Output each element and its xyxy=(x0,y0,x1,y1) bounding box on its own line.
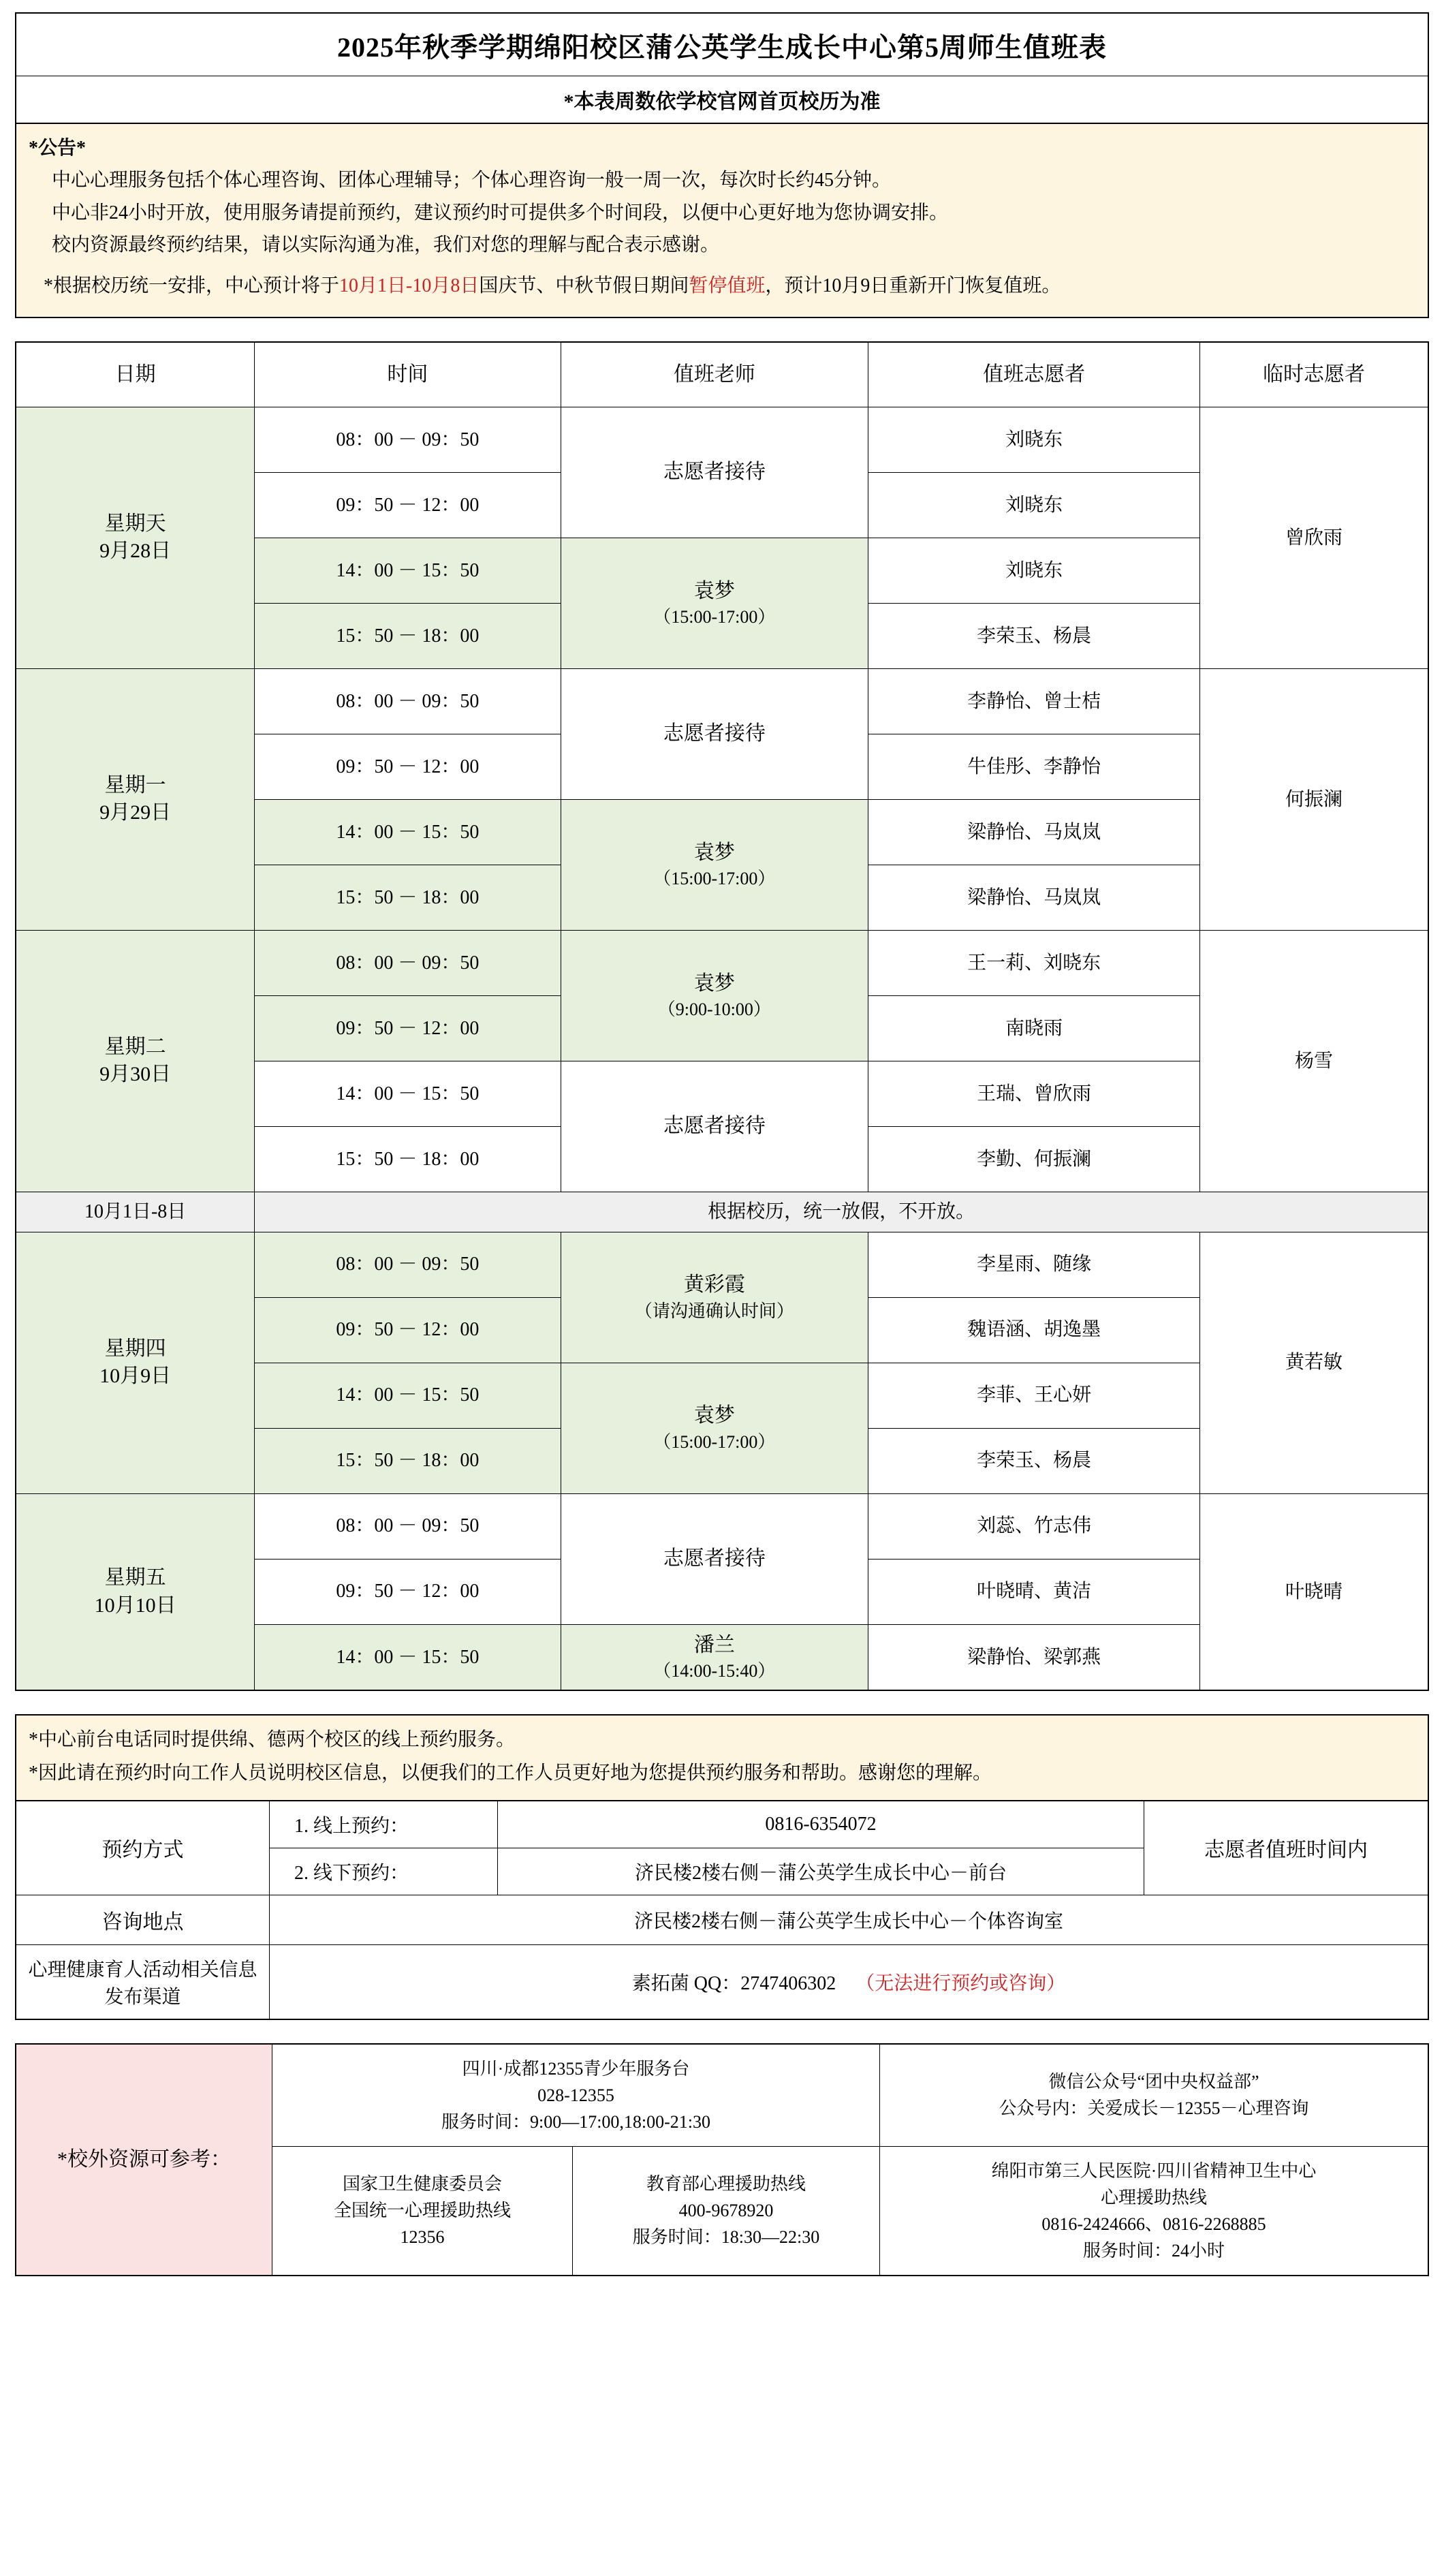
table-row xyxy=(16,1232,1428,1297)
resource-3-line-0: 教育部心理援助热线 xyxy=(646,2174,806,2194)
teacher-time-note: （9:00-10:00） xyxy=(657,999,771,1020)
booking-note-1: *中心前台电话同时提供绵、德两个校区的线上预约服务。 xyxy=(29,1729,516,1751)
booking-online-label: 1. 线上预约： xyxy=(270,1801,498,1848)
teacher-name: 潘兰 xyxy=(693,1633,735,1656)
day-date: 10月10日 xyxy=(94,1594,176,1617)
teacher-cell xyxy=(561,1493,868,1624)
teacher-cell xyxy=(561,930,868,1061)
col-temp-volunteer: 临时志愿者 xyxy=(1200,342,1428,407)
teacher-cell xyxy=(561,1061,868,1192)
table-row xyxy=(16,1493,1428,1559)
volunteer-cell: 梁静怡、马岚岚 xyxy=(868,865,1200,930)
day-name: 星期五 xyxy=(104,1566,166,1589)
notice-holiday-dates: 10月1日-10月8日 xyxy=(339,275,480,296)
day-date: 9月29日 xyxy=(99,801,172,824)
resource-4-line-0: 绵阳市第三人民医院·四川省精神卫生中心 xyxy=(991,2160,1317,2181)
resource-cell-3 xyxy=(573,2146,880,2276)
notice-line-4-e: ，预计10月9日重新开门恢复值班。 xyxy=(765,275,1061,296)
resource-4-line-2: 0816-2424666、0816-2268885 xyxy=(1041,2214,1266,2234)
teacher-name: 志愿者接待 xyxy=(663,1547,766,1570)
teacher-time-note: （15:00-17:00） xyxy=(653,869,776,889)
time-cell: 14：00 － 15：50 xyxy=(255,538,561,603)
temp-volunteer-cell: 杨雪 xyxy=(1200,930,1428,1192)
col-volunteer: 值班志愿者 xyxy=(868,342,1200,407)
temp-volunteer-cell: 叶晓晴 xyxy=(1200,1493,1428,1690)
day-cell xyxy=(16,668,255,930)
col-time: 时间 xyxy=(255,342,561,407)
time-cell: 08：00 － 09：50 xyxy=(255,930,561,995)
resource-2-line-2: 12356 xyxy=(400,2227,445,2248)
booking-row-channel xyxy=(16,1944,1428,2019)
day-name: 星期四 xyxy=(104,1337,166,1360)
table-row xyxy=(16,668,1428,734)
teacher-name: 志愿者接待 xyxy=(663,461,766,484)
teacher-cell xyxy=(561,1232,868,1363)
resource-4-line-1: 心理援助热线 xyxy=(1100,2187,1207,2207)
temp-volunteer-cell: 黄若敏 xyxy=(1200,1232,1428,1493)
booking-method-label: 预约方式 xyxy=(16,1801,270,1895)
resource-cell-0 xyxy=(272,2044,880,2147)
booking-note-block xyxy=(15,1714,1429,1800)
resource-1-line-0: 微信公众号“团中央权益部” xyxy=(1048,2072,1259,2092)
volunteer-cell: 叶晓晴、黄洁 xyxy=(868,1559,1200,1624)
booking-row-online xyxy=(16,1801,1428,1848)
time-cell: 08：00 － 09：50 xyxy=(255,407,561,472)
booking-online-value: 0816-6354072 xyxy=(498,1801,1144,1848)
teacher-time-note: （请沟通确认时间） xyxy=(634,1301,794,1321)
consult-place-label: 咨询地点 xyxy=(16,1895,270,1944)
teacher-cell xyxy=(561,538,868,668)
resource-1-line-1: 公众号内：关爱成长－12355－心理咨询 xyxy=(999,2098,1309,2119)
day-name: 星期二 xyxy=(104,1035,166,1058)
resource-lines-3 xyxy=(580,2171,873,2250)
teacher-cell xyxy=(561,668,868,799)
time-cell: 14：00 － 15：50 xyxy=(255,1624,561,1690)
booking-note-2: *因此请在预约时向工作人员说明校区信息，以便我们的工作人员更好地为您提供预约服务和帮助。感谢您的理解。 xyxy=(29,1763,992,1784)
teacher-time-note: （14:00-15:40） xyxy=(653,1661,776,1681)
booking-row-place xyxy=(16,1895,1428,1944)
resource-lines-1 xyxy=(887,2068,1421,2122)
resource-lines-0 xyxy=(279,2055,873,2135)
resource-0-line-0: 四川·成都12355青少年服务台 xyxy=(462,2058,690,2079)
day-date: 9月28日 xyxy=(99,540,172,563)
volunteer-cell: 刘蕊、竹志伟 xyxy=(868,1493,1200,1559)
time-cell: 09：50 － 12：00 xyxy=(255,1559,561,1624)
day-name: 星期一 xyxy=(104,773,166,796)
volunteer-cell: 南晓雨 xyxy=(868,995,1200,1061)
day-cell xyxy=(16,930,255,1192)
notice-heading: *公告* xyxy=(29,138,87,159)
temp-volunteer-cell: 曾欣雨 xyxy=(1200,407,1428,668)
table-row xyxy=(16,407,1428,472)
day-cell xyxy=(16,1232,255,1493)
teacher-cell xyxy=(561,799,868,930)
resource-lines-4 xyxy=(887,2158,1421,2264)
schedule-body xyxy=(16,407,1428,1690)
time-cell: 09：50 － 12：00 xyxy=(255,472,561,538)
teacher-name: 志愿者接待 xyxy=(663,1115,766,1138)
teacher-time-note: （15:00-17:00） xyxy=(653,1431,776,1452)
outside-resources-table xyxy=(15,2043,1429,2276)
temp-volunteer-cell: 何振澜 xyxy=(1200,668,1428,930)
time-cell: 14：00 － 15：50 xyxy=(255,1061,561,1126)
time-cell: 15：50 － 18：00 xyxy=(255,1126,561,1192)
notice-line-2-c: ，建议预约时可提供多个时间段，以便中心更好地为您协调安排。 xyxy=(395,202,949,223)
volunteer-cell: 刘晓东 xyxy=(868,407,1200,472)
resource-3-line-1: 400-9678920 xyxy=(678,2201,774,2221)
resource-cell-4 xyxy=(880,2146,1429,2276)
holiday-text: 根据校历，统一放假，不开放。 xyxy=(255,1192,1428,1232)
volunteer-cell: 李勤、何振澜 xyxy=(868,1126,1200,1192)
resource-cell-1 xyxy=(880,2044,1429,2147)
teacher-cell xyxy=(561,407,868,538)
page-subtitle: *本表周数依学校官网首页校历为准 xyxy=(15,76,1429,123)
resource-lines-2 xyxy=(279,2171,565,2250)
volunteer-cell: 梁静怡、马岚岚 xyxy=(868,799,1200,865)
volunteer-cell: 李菲、王心妍 xyxy=(868,1363,1200,1428)
outside-resources-label: *校外资源可参考： xyxy=(16,2044,272,2276)
holiday-date: 10月1日-8日 xyxy=(16,1192,255,1232)
consult-place-value: 济民楼2楼右侧－蒲公英学生成长中心－个体咨询室 xyxy=(270,1895,1429,1944)
page-title: 2025年秋季学期绵阳校区蒲公英学生成长中心第5周师生值班表 xyxy=(15,12,1429,76)
notice-line-3: 校内资源最终预约结果，请以实际沟通为准，我们对您的理解与配合表示感谢。 xyxy=(52,234,720,256)
day-date: 9月30日 xyxy=(99,1063,172,1086)
volunteer-cell: 李星雨、随缘 xyxy=(868,1232,1200,1297)
notice-line-4 xyxy=(29,271,1415,300)
day-cell xyxy=(16,407,255,668)
resource-0-line-1: 028-12355 xyxy=(537,2085,614,2105)
channel-note: （无法进行预约或咨询） xyxy=(856,1972,1066,1994)
volunteer-cell: 刘晓东 xyxy=(868,472,1200,538)
time-cell: 15：50 － 18：00 xyxy=(255,1428,561,1493)
day-name: 星期天 xyxy=(104,512,166,535)
resource-0-line-2: 服务时间：9:00—17:00,18:00-21:30 xyxy=(441,2111,711,2132)
notice-line-2-emphasis: 提前预约 xyxy=(319,202,396,223)
volunteer-cell: 梁静怡、梁郭燕 xyxy=(868,1624,1200,1690)
volunteer-cell: 李荣玉、杨晨 xyxy=(868,1428,1200,1493)
booking-table xyxy=(15,1800,1429,2020)
time-cell: 15：50 － 18：00 xyxy=(255,603,561,668)
time-cell: 08：00 － 09：50 xyxy=(255,668,561,734)
teacher-time-note: （15:00-17:00） xyxy=(653,607,776,627)
resource-2-line-1: 全国统一心理援助热线 xyxy=(333,2201,511,2221)
time-cell: 09：50 － 12：00 xyxy=(255,995,561,1061)
teacher-cell xyxy=(561,1363,868,1493)
volunteer-cell: 刘晓东 xyxy=(868,538,1200,603)
volunteer-cell: 牛佳彤、李静怡 xyxy=(868,734,1200,799)
teacher-name: 黄彩霞 xyxy=(683,1273,745,1297)
volunteer-cell: 李荣玉、杨晨 xyxy=(868,603,1200,668)
time-cell: 14：00 － 15：50 xyxy=(255,799,561,865)
notice-line-4-a: *根据校历统一安排，中心预计将于 xyxy=(44,275,340,296)
notice-line-2 xyxy=(29,198,1415,228)
time-cell: 15：50 － 18：00 xyxy=(255,865,561,930)
day-cell xyxy=(16,1493,255,1690)
channel-qq: 素拓菌 QQ：2747406302 xyxy=(631,1972,836,1994)
time-cell: 08：00 － 09：50 xyxy=(255,1232,561,1297)
duty-schedule-table xyxy=(15,341,1429,1691)
resource-4-line-3: 服务时间：24小时 xyxy=(1082,2240,1225,2261)
col-date: 日期 xyxy=(16,342,255,407)
teacher-name: 袁梦 xyxy=(693,1404,735,1427)
teacher-name: 袁梦 xyxy=(693,841,735,864)
notice-line-4-c: 国庆节、中秋节假日期间 xyxy=(479,275,689,296)
table-header-row xyxy=(16,342,1428,407)
teacher-name: 袁梦 xyxy=(693,972,735,995)
teacher-name: 志愿者接待 xyxy=(663,722,766,745)
booking-time-label: 志愿者值班时间内 xyxy=(1144,1801,1429,1895)
col-teacher: 值班老师 xyxy=(561,342,868,407)
notice-suspend-text: 暂停值班 xyxy=(689,275,766,296)
day-date: 10月9日 xyxy=(99,1365,172,1388)
outside-row-1 xyxy=(16,2044,1428,2147)
resource-2-line-0: 国家卫生健康委员会 xyxy=(342,2174,502,2194)
notice-line-1: 中心心理服务包括个体心理咨询、团体心理辅导；个体心理咨询一般一周一次，每次时长约45分钟。 xyxy=(52,170,892,191)
notice-line-2-a: 中心非24小时开放，使用服务请 xyxy=(52,202,319,223)
time-cell: 09：50 － 12：00 xyxy=(255,734,561,799)
time-cell: 09：50 － 12：00 xyxy=(255,1297,561,1363)
teacher-cell xyxy=(561,1624,868,1690)
volunteer-cell: 王瑞、曾欣雨 xyxy=(868,1061,1200,1126)
teacher-name: 袁梦 xyxy=(693,579,735,602)
booking-offline-value: 济民楼2楼右侧－蒲公英学生成长中心－前台 xyxy=(498,1848,1144,1895)
booking-offline-label: 2. 线下预约： xyxy=(270,1848,498,1895)
notice-block xyxy=(15,123,1429,318)
holiday-row xyxy=(16,1192,1428,1232)
time-cell: 14：00 － 15：50 xyxy=(255,1363,561,1428)
resource-cell-2 xyxy=(272,2146,573,2276)
volunteer-cell: 李静怡、曾士桔 xyxy=(868,668,1200,734)
volunteer-cell: 魏语涵、胡逸墨 xyxy=(868,1297,1200,1363)
time-cell: 08：00 － 09：50 xyxy=(255,1493,561,1559)
table-row xyxy=(16,930,1428,995)
resource-3-line-2: 服务时间：18:30—22:30 xyxy=(632,2227,820,2248)
channel-value-cell xyxy=(270,1944,1429,2019)
volunteer-cell: 王一莉、刘晓东 xyxy=(868,930,1200,995)
channel-label: 心理健康育人活动相关信息发布渠道 xyxy=(16,1944,270,2019)
